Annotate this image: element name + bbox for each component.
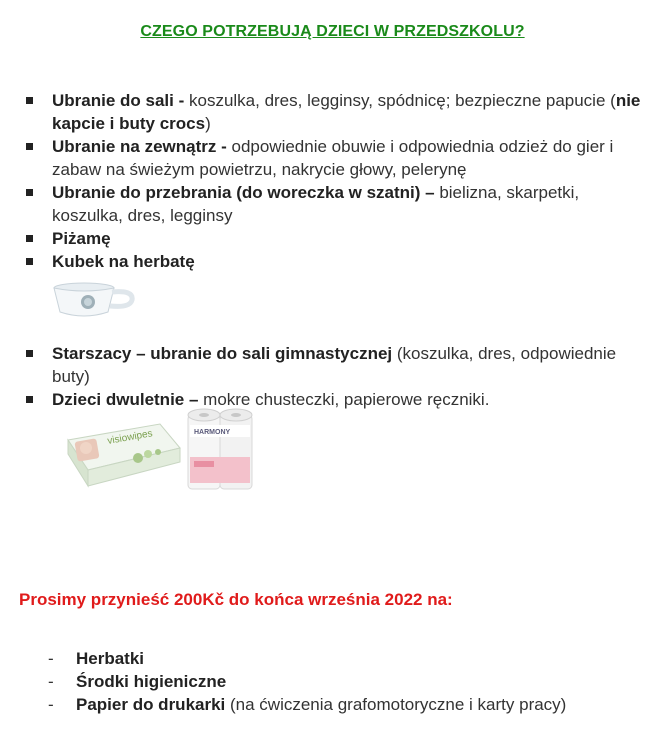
item-label: Ubranie do sali -: [52, 91, 189, 110]
bullet-icon: [26, 97, 33, 104]
item-label: Papier do drukarki: [76, 695, 230, 714]
bullet-icon: [26, 350, 33, 357]
list-item: [24, 181, 644, 227]
notice-heading: Prosimy przynieść 200Kč do końca września 2022 na:: [19, 590, 453, 609]
item-text-end: ): [205, 114, 211, 133]
item-label: Ubranie na zewnątrz -: [52, 137, 232, 156]
item-text: mokre chusteczki, papierowe ręczniki.: [203, 390, 490, 409]
item-label: Herbatki: [76, 649, 145, 668]
item-label: Dzieci dwuletnie –: [52, 390, 204, 409]
bullet-icon: [26, 396, 33, 403]
item-label: Ubranie do przebrania (do woreczka w szatni) –: [52, 183, 440, 202]
list-item: [48, 693, 658, 716]
dash-icon: -: [48, 672, 54, 691]
wet-wipes-image: [64, 418, 184, 492]
item-text: bielizna, skarpetki, koszulka, dres, legginsy: [52, 183, 580, 225]
bullet-icon: [26, 189, 33, 196]
list-item: [24, 227, 644, 250]
item-text: (na ćwiczenia grafomotoryczne i karty pracy): [230, 695, 567, 714]
item-label: Starszacy – ubranie do sali gimnastycznej: [52, 344, 397, 363]
bullet-icon: [26, 258, 33, 265]
item-label: Piżamę: [52, 229, 111, 248]
bullet-icon: [26, 235, 33, 242]
list-item: [24, 89, 644, 135]
item-text: koszulka, dres, legginsy, spódnicę; bezpieczne papucie (: [188, 91, 616, 110]
bullet-icon: [26, 143, 33, 150]
item-label: Kubek na herbatę: [52, 252, 195, 271]
list-item: [24, 135, 644, 181]
list-item: [24, 388, 644, 411]
towels-brand: HARMONY: [194, 429, 231, 436]
cup-image: [50, 280, 136, 320]
supplies-list: [48, 647, 658, 716]
needs-list: [24, 89, 644, 411]
paper-towels-image: [184, 403, 258, 491]
dash-icon: -: [48, 695, 54, 714]
list-item: [24, 342, 644, 388]
list-item: [48, 647, 658, 670]
item-text: odpowiednie obuwie i odpowiednia odzież do gier i zabaw na świeżym powietrzu, nakrycie głowy, pelerynę: [52, 137, 614, 179]
item-label: Środki higieniczne: [76, 672, 227, 691]
item-text: (koszulka, dres, odpowiednie buty): [52, 344, 617, 386]
list-item: [48, 670, 658, 693]
list-item: [24, 250, 644, 273]
dash-icon: -: [48, 649, 54, 668]
item-emphasis: nie kapcie i buty crocs: [52, 91, 641, 133]
wipes-brand: visiowipes: [106, 428, 154, 447]
page-title: CZEGO POTRZEBUJĄ DZIECI W PRZEDSZKOLU?: [140, 23, 525, 40]
